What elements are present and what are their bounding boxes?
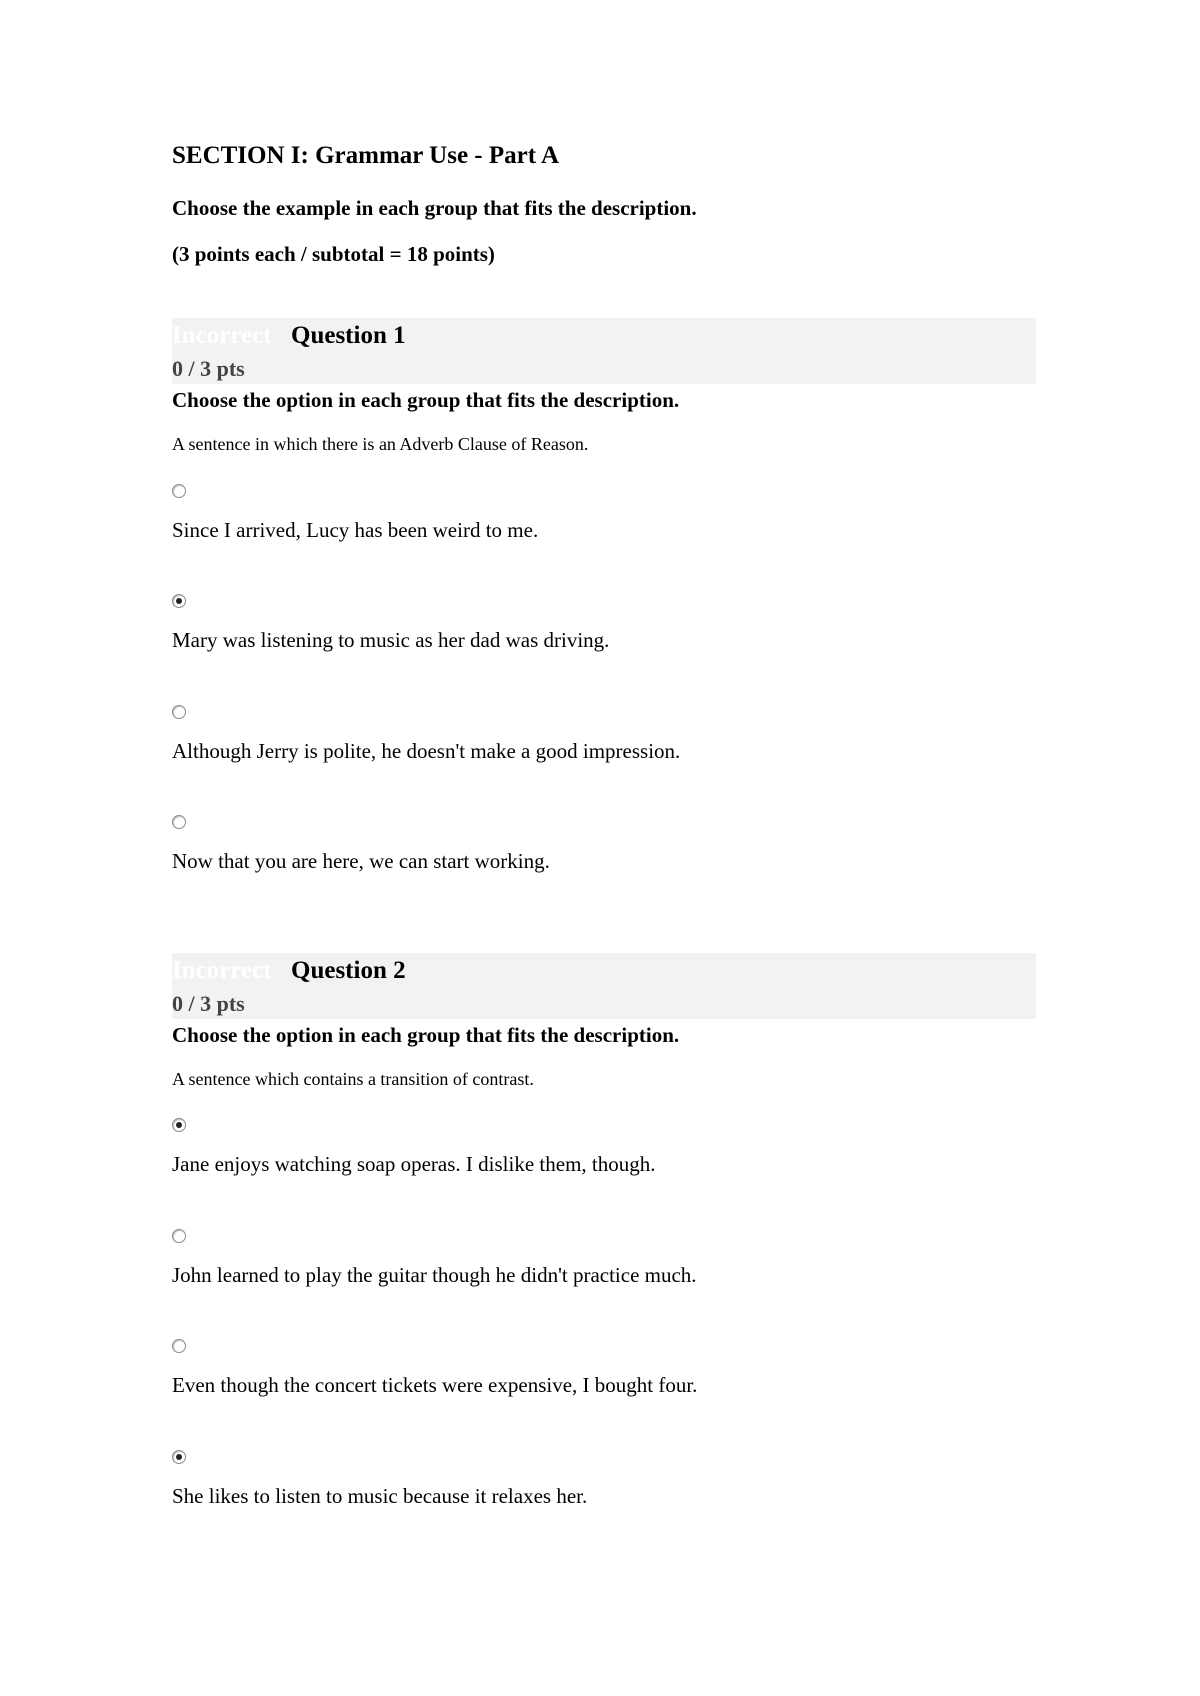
answer-text: Now that you are here, we can start working. [172,849,550,873]
answer-text: Even though the concert tickets were expensive, I bought four. [172,1373,698,1397]
radio-button[interactable] [172,1229,186,1243]
section-title: SECTION I: Grammar Use - Part A [172,142,559,169]
question-points: 0 / 3 pts [172,991,245,1016]
section-instruction: Choose the example in each group that fits the description. [172,196,697,220]
question-points: 0 / 3 pts [172,356,245,381]
question-instruction: Choose the option in each group that fits the description. [172,1023,680,1047]
answer-option[interactable] [172,815,1036,915]
answer-option[interactable] [172,1118,1036,1218]
radio-button[interactable] [172,705,186,719]
question-header [172,318,1036,384]
answer-text: She likes to listen to music because it relaxes her. [172,1484,588,1508]
answer-text: Since I arrived, Lucy has been weird to me. [172,518,539,542]
answer-option[interactable] [172,594,1036,694]
question-prompt: A sentence in which there is an Adverb Clause of Reason. [172,434,589,454]
answer-option[interactable] [172,484,1036,584]
radio-button[interactable] [172,484,186,498]
answer-text: John learned to play the guitar though he didn't practice much. [172,1263,697,1287]
answer-text: Jane enjoys watching soap operas. I dislike them, though. [172,1152,656,1176]
question-status: Incorrect [172,322,272,349]
question-title: Question 1 [291,322,406,349]
answer-option[interactable] [172,1339,1036,1439]
question-prompt: A sentence which contains a transition of contrast. [172,1069,534,1089]
answer-option[interactable] [172,1229,1036,1329]
question-status: Incorrect [172,957,272,984]
answer-text: Mary was listening to music as her dad was driving. [172,628,610,652]
radio-button[interactable] [172,1118,186,1132]
radio-button[interactable] [172,815,186,829]
answer-option[interactable] [172,705,1036,805]
section-points: (3 points each / subtotal = 18 points) [172,242,495,266]
question-instruction: Choose the option in each group that fits the description. [172,388,680,412]
radio-button[interactable] [172,1339,186,1353]
answer-text: Although Jerry is polite, he doesn't make a good impression. [172,739,681,763]
answer-option[interactable] [172,1450,1036,1550]
radio-button[interactable] [172,594,186,608]
question-header [172,953,1036,1019]
radio-button[interactable] [172,1450,186,1464]
question-title: Question 2 [291,957,406,984]
